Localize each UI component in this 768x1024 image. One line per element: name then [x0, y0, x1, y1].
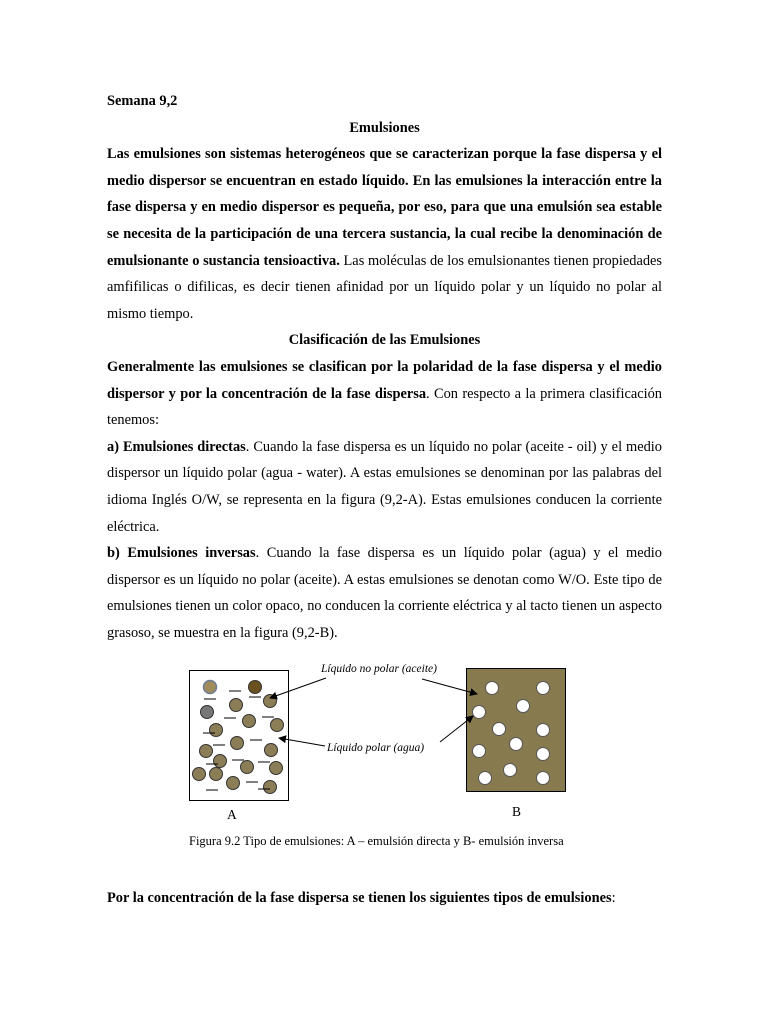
- classification-normal: . Con respecto a la primera clasificación tenemos:: [107, 385, 662, 429]
- label-polar: Líquido polar (agua): [327, 742, 425, 754]
- label-nonpolar: Líquido no polar (aceite): [321, 663, 437, 675]
- figure-arrows: [270, 678, 477, 746]
- concentration-bold: Por la concentración de la fase dispersa se tienen los siguientes tipos de emulsiones: [107, 890, 612, 906]
- concentration-heading: [107, 890, 662, 907]
- week-heading: Semana 9,2: [107, 93, 178, 109]
- figure-caption: Figura 9.2 Tipo de emulsiones: A – emulsión directa y B- emulsión inversa: [189, 834, 564, 848]
- figure-letter-b: B: [512, 804, 522, 819]
- item-b-text: . Cuando la fase dispersa es un líquido polar (agua) y el medio dispersor es un líquido no polar (aceite). A estas emulsiones se denotan como W/O. Este tipo de emulsiones tienen un color opaco, no conducen la corriente eléctrica y al tacto tienen un aspecto grasoso, se muestra en la figura (9,2-B).: [107, 545, 662, 641]
- item-b-label: b) Emulsiones inversas: [107, 545, 256, 562]
- classification-title: Clasificación de las Emulsiones: [288, 332, 481, 349]
- section-title: Emulsiones: [349, 119, 420, 136]
- concentration-colon: :: [611, 890, 616, 906]
- intro-normal: Las moléculas de los emulsionantes tienen propiedades amfifilicas o difilicas, es decir tienen afinidad por un líquido polar y un líquido no polar al mismo tiempo.: [107, 252, 663, 322]
- figure-letter-a: A: [227, 807, 237, 822]
- classification-bold: Generalmente las emulsiones se clasifican por la polaridad de la fase dispersa y el medio dispersor y por la concentración de la fase dispersa: [107, 358, 662, 402]
- item-a-label: a) Emulsiones directas: [107, 438, 246, 455]
- item-a-text: . Cuando la fase dispersa es un líquido no polar (aceite - oil) y el medio dispersor un líquido polar (agua - water). A estas emulsiones se denominan por las palabras del idioma Inglés O/W, se representa en la figura (9,2-A). Estas emulsiones conducen la corriente eléctrica.: [107, 438, 663, 535]
- intro-bold: Las emulsiones son sistemas heterogéneos que se caracterizan porque la fase dispersa y el medio dispersor se encuentran en estado líquido. En las emulsiones la interacción entre la fase dispersa y en medio dispersor es pequeña, por eso, para que una emulsión sea estable se necesita de la participación de una tercera sustancia, la cual recibe la denominación de emulsionante o sustancia tensioactiva.: [107, 146, 662, 269]
